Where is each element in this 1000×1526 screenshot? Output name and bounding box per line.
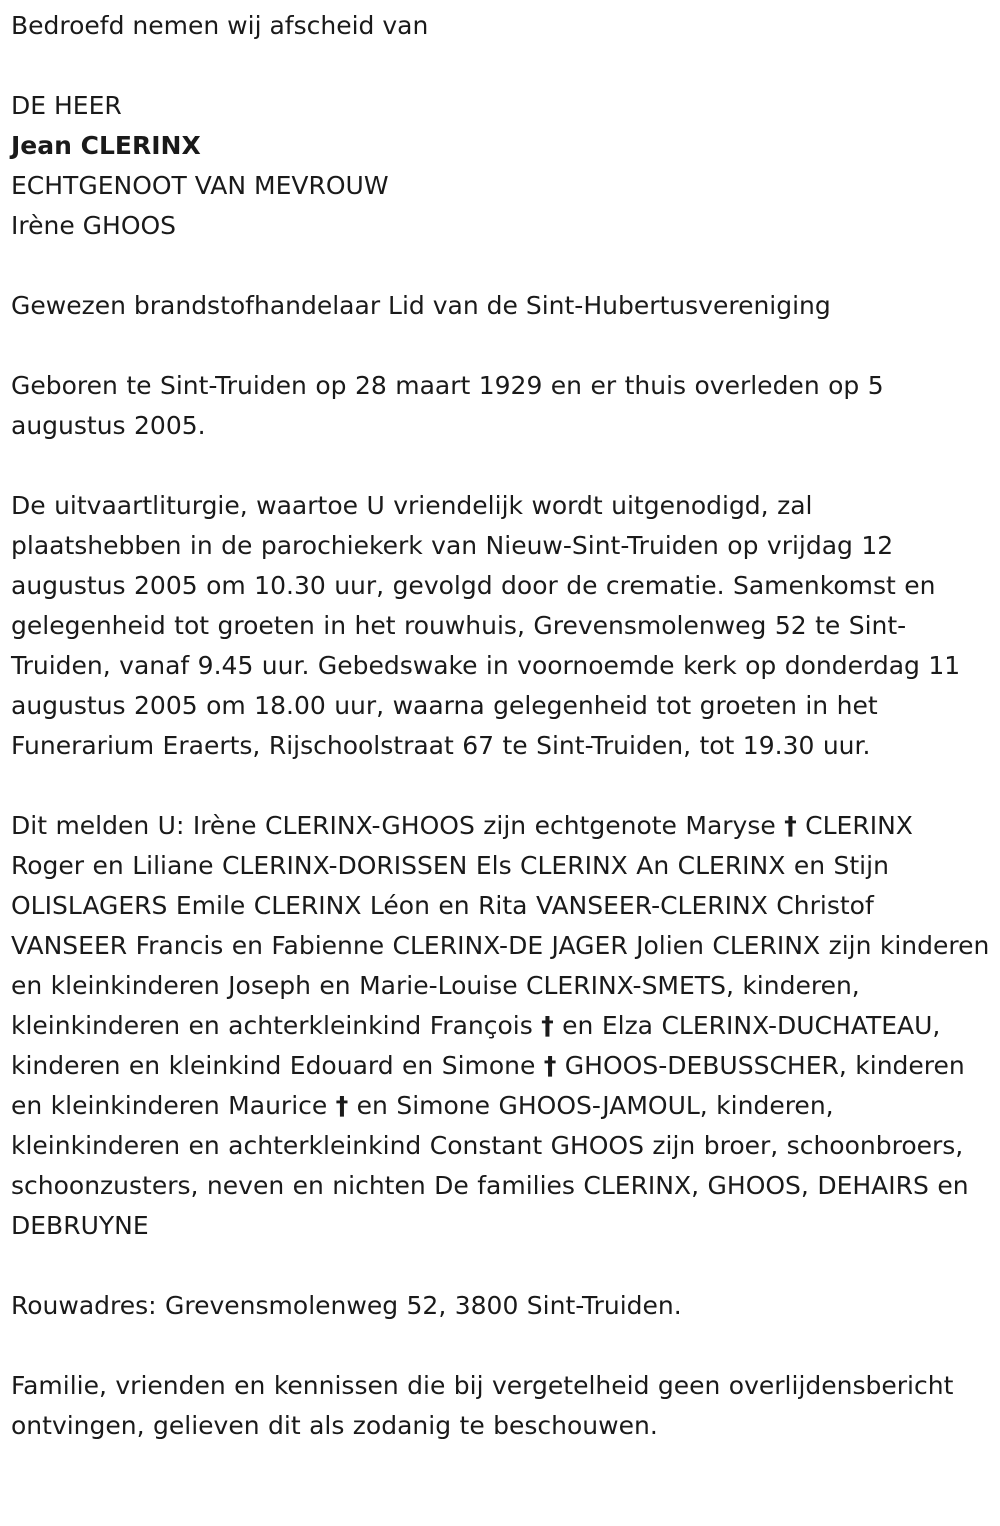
family-paragraph	[11, 806, 990, 1246]
spouse-name: Irène GHOOS	[11, 211, 177, 240]
family-text-4: GHOOS-DEBUSSCHER, kinderen en kleinkinderen Maurice	[11, 1051, 965, 1120]
family-text-3: en Elza CLERINX-DUCHATEAU, kinderen en kleinkind Edouard en Simone	[11, 1011, 941, 1080]
family-text-5: en Simone GHOOS-JAMOUL, kinderen, kleinkinderen en achterkleinkind Constant GHOOS zijn broer, schoonbroers, schoonzusters, neven en nichten De families CLERINX, GHOOS, DEHAIRS en DEBRUYNE	[11, 1091, 969, 1240]
spacer	[11, 1326, 990, 1366]
cross-icon: †	[541, 1011, 554, 1040]
spacer	[11, 326, 990, 366]
spacer	[11, 246, 990, 286]
spacer	[11, 46, 990, 86]
occupation-text: Gewezen brandstofhandelaar Lid van de Sint-Hubertusvereniging	[11, 291, 831, 320]
spacer	[11, 766, 990, 806]
spacer	[11, 1246, 990, 1286]
address-text: Rouwadres: Grevensmolenweg 52, 3800 Sint-Truiden.	[11, 1291, 682, 1320]
cross-icon: †	[335, 1091, 349, 1120]
closing-paragraph: Familie, vrienden en kennissen die bij vergetelheid geen overlijdensbericht ontvingen, gelieven dit als zodanig te beschouwen.	[11, 1371, 954, 1440]
family-text-1: Dit melden U: Irène CLERINX-GHOOS zijn echtgenote Maryse	[11, 811, 785, 840]
intro-text: Bedroefd nemen wij afscheid van	[11, 11, 429, 40]
cross-icon: †	[784, 811, 797, 840]
spacer	[11, 446, 990, 486]
ceremony-paragraph: De uitvaartliturgie, waartoe U vriendelijk wordt uitgenodigd, zal plaatshebben in de parochiekerk van Nieuw-Sint-Truiden op vrijdag 12 augustus 2005 om 10.30 uur, gevolgd door de crematie. Samenkomst en gelegenheid tot groeten in het rouwhuis, Grevensmolenweg 52 te Sint-Truiden, vanaf 9.45 uur. Gebedswake in voornoemde kerk op donderdag 11 augustus 2005 om 18.00 uur, waarna gelegenheid tot groeten in het Funerarium Eraerts, Rijschoolstraat 67 te Sint-Truiden, tot 19.30 uur.	[11, 491, 961, 760]
birth-death-paragraph: Geboren te Sint-Truiden op 28 maart 1929 en er thuis overleden op 5 augustus 2005.	[11, 371, 884, 440]
family-text-2: CLERINX Roger en Liliane CLERINX-DORISSEN Els CLERINX An CLERINX en Stijn OLISLAGERS Emile CLERINX Léon en Rita VANSEER-CLERINX Christof VANSEER Francis en Fabienne CLERINX-DE JAGER Jolien CLERINX zijn kinderen en kleinkinderen Joseph en Marie-Louise CLERINX-SMETS, kinderen, kleinkinderen en achterkleinkind François	[11, 811, 990, 1040]
deceased-name: Jean CLERINX	[11, 131, 201, 160]
spouse-label: ECHTGENOOT VAN MEVROUW	[11, 171, 389, 200]
cross-icon: †	[543, 1051, 557, 1080]
title-text: DE HEER	[11, 91, 122, 120]
